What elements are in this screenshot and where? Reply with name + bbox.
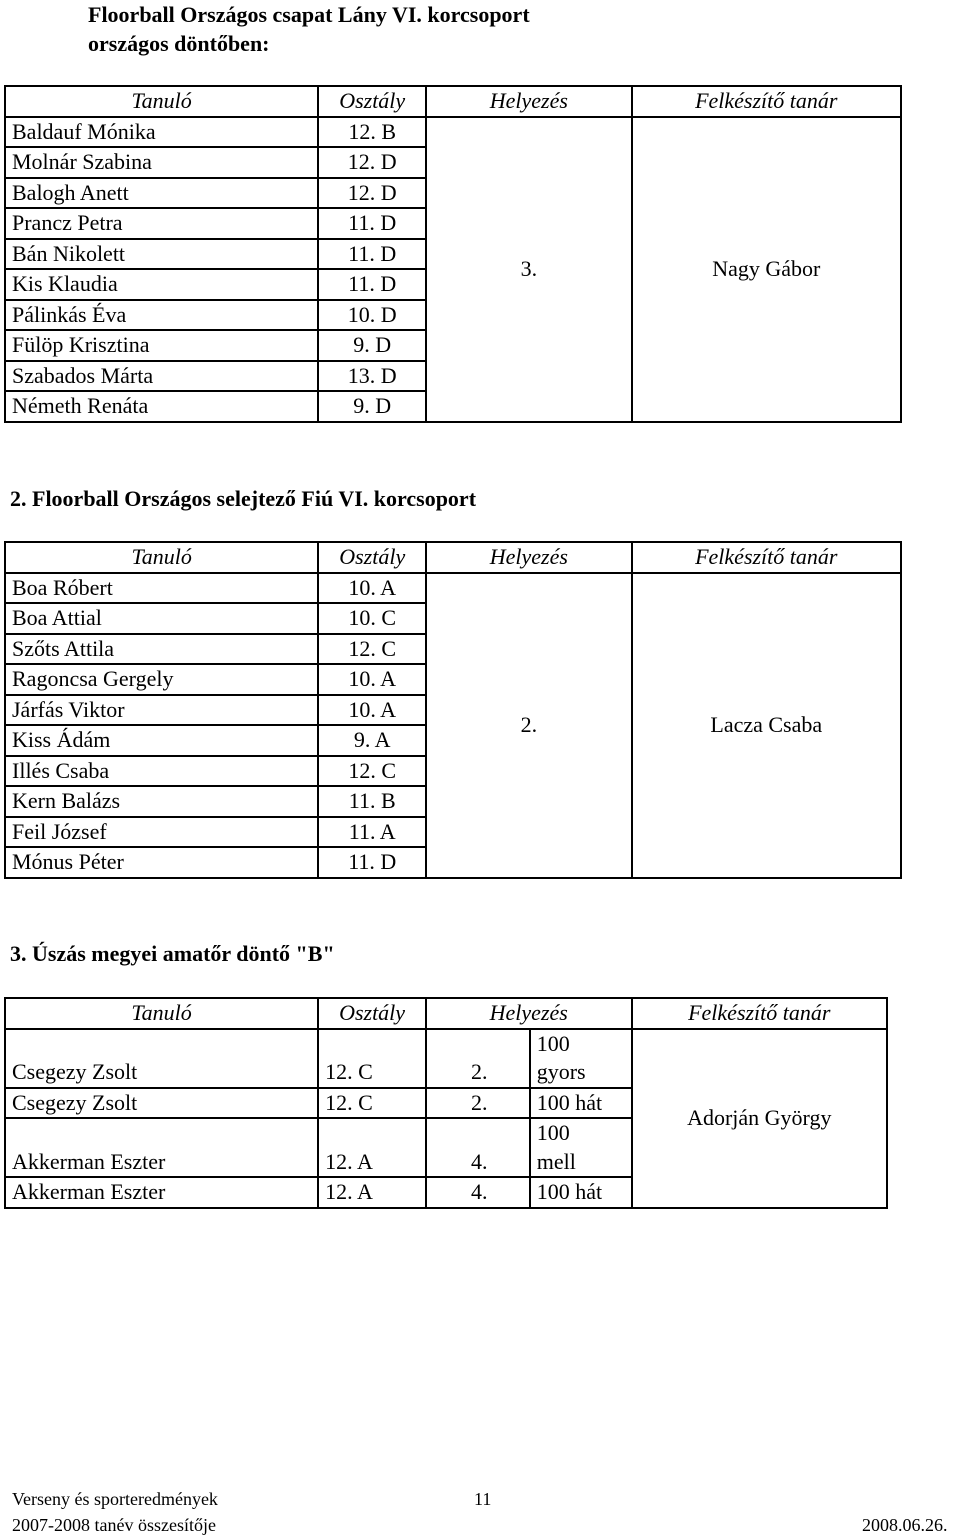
student-class: 12. C (318, 756, 426, 787)
swim-event (530, 1118, 632, 1177)
student-name: Pálinkás Éva (5, 300, 318, 331)
student-name: Csegezy Zsolt (5, 1088, 318, 1119)
section-3-title: 3. Úszás megyei amatőr döntő "B" (10, 941, 335, 966)
student-class: 12. C (318, 1088, 426, 1119)
student-class: 11. D (318, 847, 426, 878)
student-name: Kiss Ádám (5, 725, 318, 756)
student-class: 13. D (318, 361, 426, 392)
document-heading (88, 0, 530, 58)
student-name: Prancz Petra (5, 208, 318, 239)
student-class: 9. A (318, 725, 426, 756)
student-class: 11. D (318, 208, 426, 239)
student-class: 11. B (318, 786, 426, 817)
header-coach: Felkészítő tanár (632, 542, 901, 573)
student-name: Szabados Márta (5, 361, 318, 392)
student-name: Akkerman Eszter (5, 1177, 318, 1208)
swim-event-line-1: 100 (536, 1030, 570, 1056)
results-table-girls-floorball (4, 85, 902, 423)
results-table-swimming (4, 997, 888, 1209)
table-header-row (5, 998, 887, 1029)
student-place: 2. (426, 1029, 530, 1088)
heading-line-2: országos döntőben: (88, 31, 270, 56)
student-class: 9. D (318, 391, 426, 422)
student-class: 12. B (318, 117, 426, 148)
team-coach: Lacza Csaba (632, 573, 901, 878)
footer-date: 2008.06.26. (862, 1515, 948, 1535)
student-name: Mónus Péter (5, 847, 318, 878)
student-name: Fülöp Krisztina (5, 330, 318, 361)
student-class: 12. A (318, 1118, 426, 1177)
header-student: Tanuló (5, 542, 318, 573)
header-class: Osztály (318, 86, 426, 117)
table-row (5, 1029, 887, 1088)
student-name: Kis Klaudia (5, 269, 318, 300)
team-coach: Nagy Gábor (632, 117, 901, 422)
student-class: 10. C (318, 603, 426, 634)
team-place: 2. (426, 573, 631, 878)
swim-event-line-2: mell (536, 1148, 576, 1174)
student-name: Szőts Attila (5, 634, 318, 665)
student-name: Bán Nikolett (5, 239, 318, 270)
swim-event: 100 hát (530, 1177, 632, 1208)
student-name: Baldauf Mónika (5, 117, 318, 148)
student-name: Illés Csaba (5, 756, 318, 787)
student-name: Járfás Viktor (5, 695, 318, 726)
swim-event (530, 1029, 632, 1088)
student-class: 10. A (318, 664, 426, 695)
student-name: Balogh Anett (5, 178, 318, 209)
header-coach: Felkészítő tanár (632, 998, 887, 1029)
swim-event-line-2: gyors (536, 1059, 586, 1084)
header-coach: Felkészítő tanár (632, 86, 901, 117)
table-row (5, 117, 901, 148)
student-name: Feil József (5, 817, 318, 848)
student-class: 9. D (318, 330, 426, 361)
student-name: Németh Renáta (5, 391, 318, 422)
student-class: 10. A (318, 695, 426, 726)
header-class: Osztály (318, 542, 426, 573)
student-class: 10. D (318, 300, 426, 331)
page-number: 11 (474, 1489, 492, 1509)
team-place: 3. (426, 117, 631, 422)
student-name: Csegezy Zsolt (5, 1029, 318, 1088)
student-class: 11. A (318, 817, 426, 848)
section-2-title: 2. Floorball Országos selejtező Fiú VI. korcsoport (10, 486, 477, 511)
results-table-boys-floorball (4, 541, 902, 879)
student-class: 12. C (318, 1029, 426, 1088)
table-header-row (5, 86, 901, 117)
heading-line-1: Floorball Országos csapat Lány VI. korcsoport (88, 2, 530, 27)
footer-left (12, 1486, 218, 1538)
header-place: Helyezés (426, 998, 632, 1029)
student-name: Molnár Szabina (5, 147, 318, 178)
table-header-row (5, 542, 901, 573)
header-class: Osztály (318, 998, 426, 1029)
student-name: Ragoncsa Gergely (5, 664, 318, 695)
student-name: Boa Róbert (5, 573, 318, 604)
student-place: 4. (426, 1118, 530, 1177)
swim-event: 100 hát (530, 1088, 632, 1119)
header-place: Helyezés (426, 542, 631, 573)
student-class: 12. C (318, 634, 426, 665)
student-place: 2. (426, 1088, 530, 1119)
student-class: 10. A (318, 573, 426, 604)
student-class: 12. D (318, 178, 426, 209)
swim-coach: Adorján György (632, 1029, 887, 1208)
footer-title: Verseny és sporteredmények (12, 1489, 218, 1509)
footer-subtitle: 2007-2008 tanév összesítője (12, 1515, 216, 1535)
student-name: Akkerman Eszter (5, 1118, 318, 1177)
student-class: 12. A (318, 1177, 426, 1208)
swim-event-line-1: 100 (536, 1120, 570, 1145)
table-row (5, 573, 901, 604)
student-class: 11. D (318, 239, 426, 270)
student-class: 12. D (318, 147, 426, 178)
header-place: Helyezés (426, 86, 631, 117)
student-name: Boa Attial (5, 603, 318, 634)
header-student: Tanuló (5, 86, 318, 117)
student-class: 11. D (318, 269, 426, 300)
student-name: Kern Balázs (5, 786, 318, 817)
header-student: Tanuló (5, 998, 318, 1029)
student-place: 4. (426, 1177, 530, 1208)
